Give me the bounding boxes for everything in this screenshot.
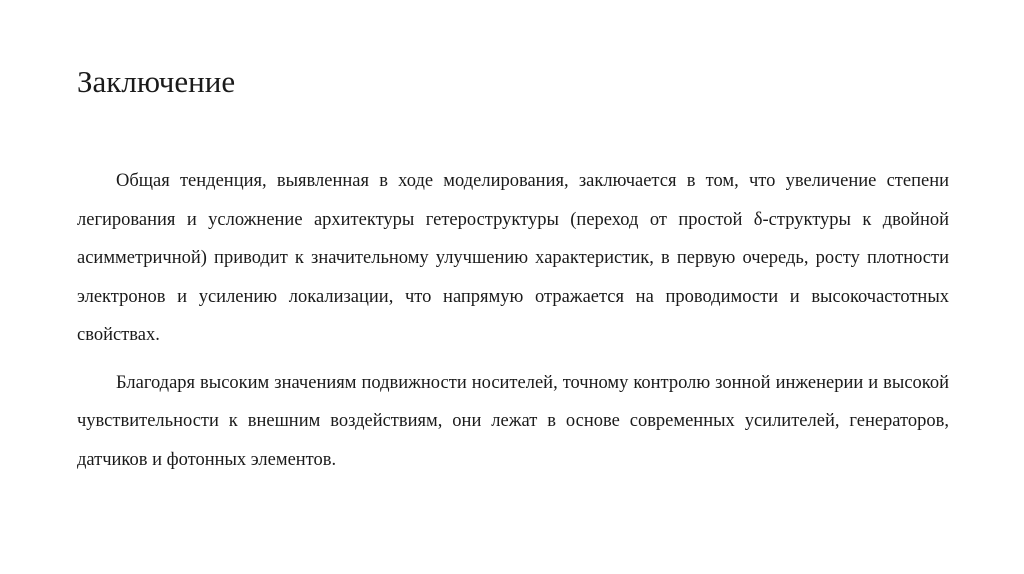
paragraph-2: Благодаря высоким значениям подвижности носителей, точному контролю зонной инженерии и высокой чувствительности к внешним воздействиям, они лежат в основе современных усилителей, генераторов, датчиков и фотонных элементов. [77,372,949,470]
paragraph-1: Общая тенденция, выявленная в ходе моделирования, заключается в том, что увеличение степени легирования и усложнение архитектуры гетероструктуры (переход от простой δ-структуры к двойной асимметричной) приводит к значительному улучшению характеристик, в первую очередь, росту плотности электронов и усилению локализации, что напрямую отражается на проводимости и высокочастотных свойствах. [77,171,949,345]
slide-title: Заключение [77,64,236,99]
slide-body [77,162,949,488]
